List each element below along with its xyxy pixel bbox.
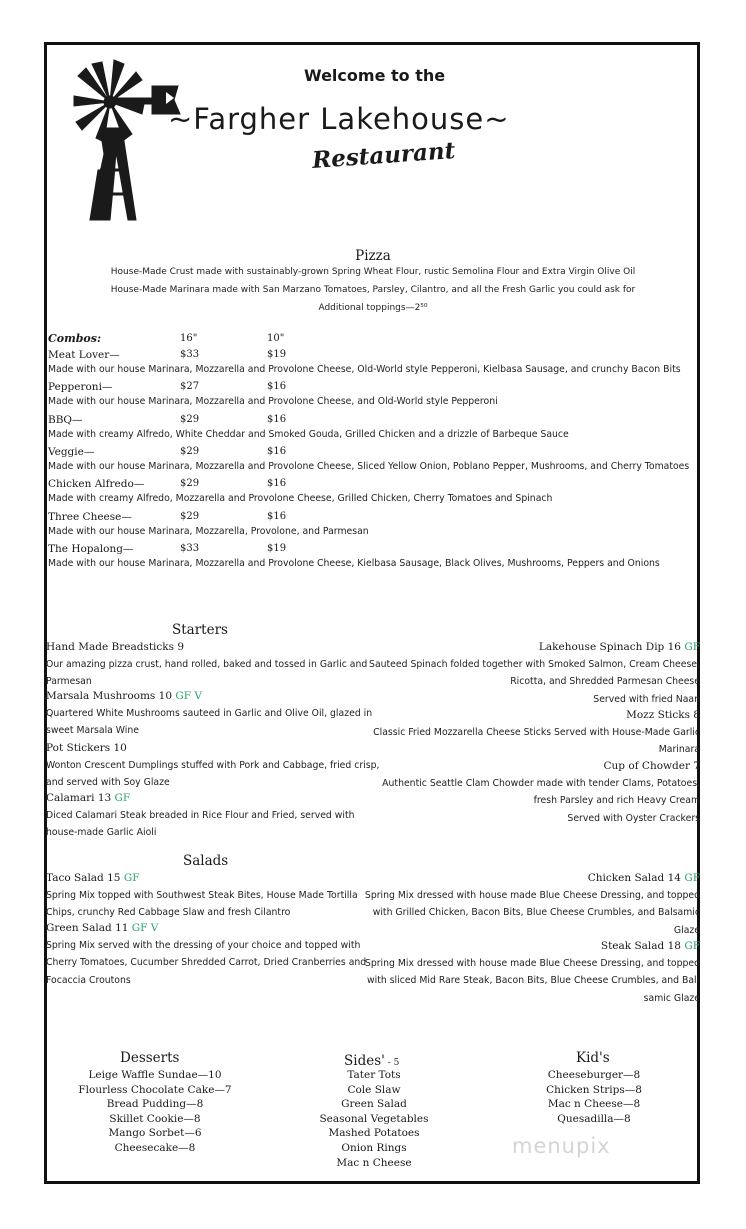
kids-title: Kid's: [576, 1050, 610, 1066]
dietary-tag: GF: [684, 940, 700, 952]
menu-item-name: [604, 760, 700, 772]
menu-item-description: Our amazing pizza crust, hand rolled, baked and tossed in Garlic and: [46, 658, 368, 670]
list-item: Mango Sorbet—6: [108, 1127, 202, 1140]
list-item: Tater Tots: [347, 1069, 401, 1081]
menu-item-description: Spring Mix served with the dressing of your choice and topped with: [46, 939, 361, 951]
list-item: Chicken Strips—8: [546, 1083, 642, 1096]
pizza-name: The Hopalong—: [48, 543, 134, 555]
menu-item-title: Mozz Sticks 8: [626, 709, 700, 721]
pizza-price-10: $16: [267, 381, 287, 392]
menu-item-name: [539, 641, 700, 653]
sides-title-wrap: [344, 1050, 399, 1069]
dietary-tag: GF: [684, 872, 700, 884]
menu-item-description: Ricotta, and Shredded Parmesan Cheese: [510, 676, 700, 687]
size-16-header: 16": [180, 333, 198, 344]
pizza-price-10: $16: [267, 478, 287, 489]
pizza-price-16: $29: [180, 414, 200, 425]
list-item: Cole Slaw: [347, 1083, 401, 1096]
list-item: Skillet Cookie—8: [109, 1112, 201, 1125]
menu-item-title: Hand Made Breadsticks 9: [46, 641, 185, 653]
watermark: menupix: [512, 1134, 611, 1158]
starters-title: Starters: [172, 622, 228, 638]
pizza-price-10: $19: [267, 349, 287, 360]
pizza-intro-marinara: House-Made Marinara made with San Marzano Tomatoes, Parsley, Cilantro, and all the Fresh Garlic you could ask for: [110, 285, 636, 295]
menu-item-description: Served with Oyster Crackers: [567, 812, 700, 824]
list-item: Quesadilla—8: [557, 1112, 631, 1125]
list-item: Mashed Potatoes: [328, 1127, 420, 1140]
pizza-name: BBQ—: [48, 414, 83, 426]
dietary-tag: GF V: [175, 690, 202, 702]
menu-item-description: fresh Parsley and rich Heavy Cream: [533, 795, 700, 806]
pizza-name: Veggie—: [48, 446, 95, 458]
menu-item-title: Chicken Salad 14: [587, 872, 685, 884]
menu-item-description: Spring Mix topped with Southwest Steak Bites, House Made Tortilla: [46, 889, 358, 901]
menu-item-description: Chips, crunchy Red Cabbage Slaw and fresh Cilantro: [46, 907, 291, 918]
pizza-description: Made with our house Marinara, Mozzarella and Provolone Cheese, Kielbasa Sausage, Black Olives, Mushrooms, Peppers and Onions: [48, 558, 660, 569]
menu-item-description: samic Glaze: [643, 992, 700, 1004]
dietary-tag: GF V: [131, 922, 159, 934]
list-item: Onion Rings: [341, 1142, 407, 1154]
list-item: Leige Waffle Sundae—10: [88, 1069, 222, 1081]
sides-price: - 5: [384, 1058, 400, 1068]
combos-label: Combos:: [48, 332, 102, 345]
menu-item-description: Quartered White Mushrooms sauteed in Garlic and Olive Oil, glazed in: [46, 707, 373, 719]
list-item: Flourless Chocolate Cake—7: [78, 1083, 232, 1096]
size-10-header: 10": [267, 333, 285, 344]
pizza-price-16: $29: [180, 446, 200, 457]
pizza-description: Made with our house Marinara, Mozzarella and Provolone Cheese, Sliced Yellow Onion, Poblano Pepper, Mushrooms, and Cherry Tomatoes: [48, 461, 690, 472]
pizza-description: Made with creamy Alfredo, Mozzarella and Provolone Cheese, Grilled Chicken, Cherry Tomatoes and Spinach: [48, 493, 553, 504]
pizza-name: Meat Lover—: [48, 349, 120, 361]
menu-item-title: Taco Salad 15: [46, 872, 124, 884]
pizza-name: Three Cheese—: [48, 511, 132, 523]
pizza-description: Made with creamy Alfredo, White Cheddar and Smoked Gouda, Grilled Chicken and a drizzle of Barbeque Sauce: [48, 429, 569, 440]
pizza-price-16: $29: [180, 511, 200, 522]
pizza-title: Pizza: [355, 248, 391, 264]
pizza-price-10: $16: [267, 511, 287, 522]
menu-item-description: Diced Calamari Steak breaded in Rice Flour and Fried, served with: [46, 809, 355, 821]
menu-item-description: Authentic Seattle Clam Chowder made with tender Clams, Potatoes,: [382, 777, 700, 789]
list-item: Green Salad: [341, 1098, 407, 1111]
menu-item-title: Lakehouse Spinach Dip 16: [538, 641, 685, 653]
sides-title: Sides': [344, 1053, 385, 1069]
pizza-price-10: $16: [267, 414, 287, 425]
menu-item-name: [588, 872, 700, 884]
menu-item-title: Green Salad 11: [46, 922, 132, 934]
menu-item-title: Steak Salad 18: [600, 940, 685, 952]
menu-item-name: [46, 742, 127, 754]
menu-item-name: [46, 690, 202, 702]
pizza-price-16: $29: [180, 478, 200, 489]
menu-item-title: Pot Stickers 10: [46, 742, 127, 754]
dietary-tag: GF: [684, 641, 700, 653]
menu-item-description: Parmesan: [46, 676, 92, 687]
list-item: Bread Pudding—8: [106, 1098, 204, 1111]
salads-title: Salads: [183, 853, 229, 869]
menu-item-description: Glaze: [673, 924, 700, 936]
desserts-title: Desserts: [120, 1050, 180, 1066]
menu-item-description: Cherry Tomatoes, Cucumber Shredded Carrot, Dried Cranberries and: [46, 957, 367, 968]
pizza-name: Chicken Alfredo—: [48, 478, 145, 490]
list-item: Mac n Cheese—8: [547, 1098, 641, 1111]
menu-item-name: [626, 709, 700, 721]
menu-item-title: Cup of Chowder 7: [603, 760, 700, 772]
menu-item-description: with sliced Mid Rare Steak, Bacon Bits, Blue Cheese Crumbles, and Bal-: [367, 975, 700, 986]
pizza-description: Made with our house Marinara, Mozzarella and Provolone Cheese, and Old-World style Pepperoni: [48, 396, 498, 407]
dietary-tag: GF: [114, 792, 131, 804]
pizza-description: Made with our house Marinara, Mozzarella and Provolone Cheese, Old-World style Pepperoni, Kielbasa Sausage, and crunchy Bacon Bits: [48, 364, 681, 375]
pizza-intro-toppings: Additional toppings—2⁵⁰: [318, 303, 428, 313]
menu-item-title: Calamari 13: [46, 792, 115, 804]
menu-item-description: and served with Soy Glaze: [46, 777, 170, 788]
pizza-intro-crust: House-Made Crust made with sustainably-grown Spring Wheat Flour, rustic Semolina Flour and Extra Virgin Olive Oil: [110, 267, 636, 277]
list-item: Cheesecake—8: [114, 1142, 196, 1154]
menu-item-description: Spring Mix dressed with house made Blue Cheese Dressing, and topped: [364, 889, 700, 901]
pizza-price-10: $19: [267, 543, 287, 554]
menu-item-description: Focaccia Croutons: [46, 974, 131, 986]
pizza-name: Pepperoni—: [48, 381, 113, 393]
menu-item-description: sweet Marsala Wine: [46, 725, 139, 736]
menu-item-name: [46, 922, 158, 934]
menu-item-description: with Grilled Chicken, Bacon Bits, Blue Cheese Crumbles, and Balsamic: [372, 907, 700, 918]
restaurant-name: ~Fargher Lakehouse~: [168, 102, 510, 136]
restaurant-tagline: Restaurant: [311, 137, 457, 174]
menu-item-name: [46, 641, 184, 653]
menu-item-name: [601, 940, 700, 952]
menu-item-name: [46, 792, 130, 804]
menu-item-description: Marinara: [658, 744, 700, 755]
menu-item-description: Wonton Crescent Dumplings stuffed with Pork and Cabbage, fried crisp,: [46, 759, 380, 771]
dietary-tag: GF: [123, 872, 140, 884]
list-item: Cheeseburger—8: [547, 1069, 641, 1081]
menu-item-description: Spring Mix dressed with house made Blue Cheese Dressing, and topped: [364, 957, 700, 969]
pizza-description: Made with our house Marinara, Mozzarella, Provolone, and Parmesan: [48, 526, 369, 537]
menu-item-title: Marsala Mushrooms 10: [46, 690, 176, 702]
list-item: Seasonal Vegetables: [319, 1112, 429, 1125]
menu-item-description: Sauteed Spinach folded together with Smoked Salmon, Cream Cheese,: [369, 658, 700, 670]
welcome-text: Welcome to the: [304, 66, 446, 85]
menu-item-description: house-made Garlic Aioli: [46, 827, 157, 838]
pizza-price-10: $16: [267, 446, 287, 457]
pizza-price-16: $33: [180, 543, 200, 554]
pizza-price-16: $27: [180, 381, 200, 392]
menu-item-description: Served with fried Naan: [593, 693, 700, 705]
windmill-logo: [70, 58, 182, 228]
menu-item-name: [46, 872, 140, 884]
pizza-price-16: $33: [180, 349, 200, 360]
list-item: Mac n Cheese: [336, 1156, 412, 1169]
menu-item-description: Classic Fried Mozzarella Cheese Sticks Served with House-Made Garlic: [373, 726, 700, 738]
